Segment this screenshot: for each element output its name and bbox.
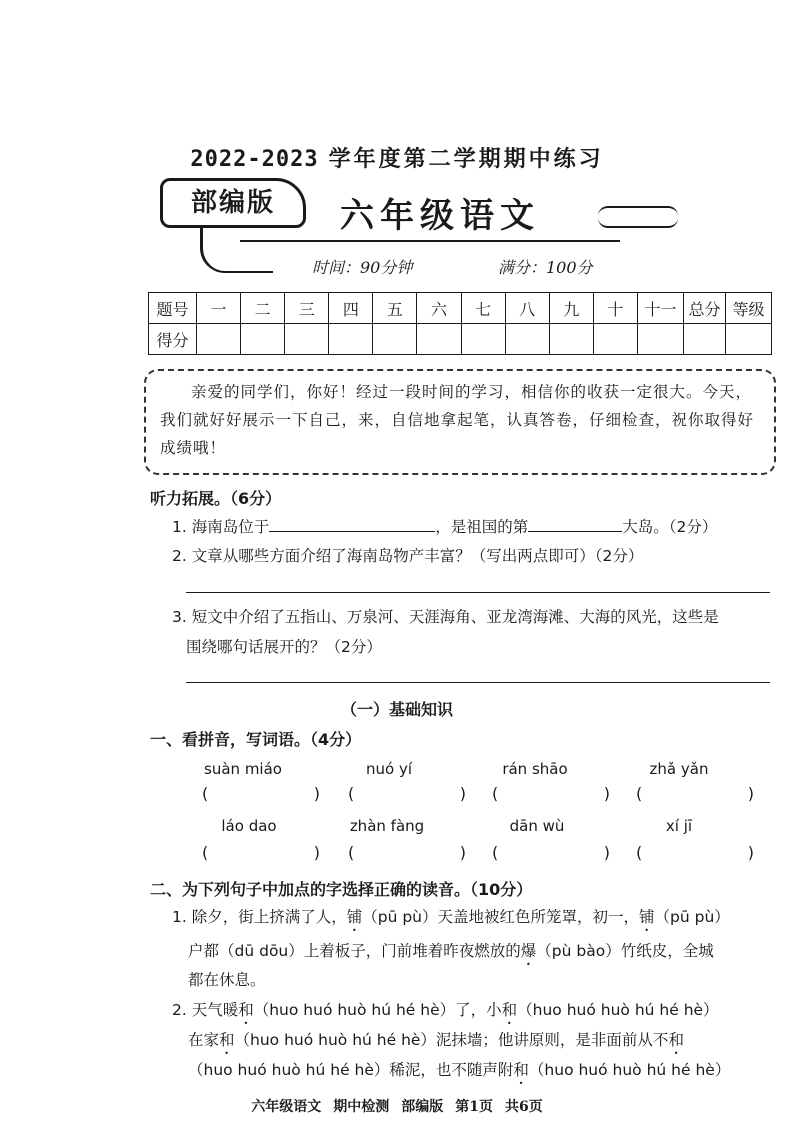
- listening-q1: [172, 515, 717, 538]
- score-table: [148, 292, 772, 355]
- pinyin-label: nuó yí: [365, 760, 412, 778]
- table-cell: 得分: [149, 324, 197, 355]
- paren-close: ): [313, 843, 320, 862]
- table-cell: 四: [329, 293, 373, 324]
- answer-parens[interactable]: [196, 784, 326, 803]
- dotted-char: 和: [238, 1001, 254, 1019]
- s2-q1-line3: 都在休息。: [188, 971, 266, 989]
- score-input-cell[interactable]: [684, 324, 726, 355]
- listening-heading: 听力拓展。（6分）: [150, 489, 282, 508]
- text: （huo huó huò hú hé hè）泥抹墙；他讲原则，是非面前从不: [234, 1031, 669, 1049]
- score-input-cell[interactable]: [373, 324, 417, 355]
- dotted-char: 铺: [346, 908, 363, 926]
- title-decoration: [598, 206, 678, 228]
- q1-text-c: 大岛。（2分）: [622, 518, 718, 536]
- paren-open: (: [492, 843, 499, 862]
- s2-q1-line1: [172, 903, 730, 935]
- score-input-cell[interactable]: [593, 324, 637, 355]
- text: 1. 除夕，街上挤满了人，: [172, 908, 347, 926]
- paren-close: ): [603, 843, 610, 862]
- table-row: [149, 293, 772, 324]
- answer-parens[interactable]: [630, 843, 760, 862]
- text: （huo huó huò hú hé hè）: [528, 1061, 731, 1079]
- paren-open: (: [636, 784, 643, 803]
- greeting-text: 亲爱的同学们，你好！经过一段时间的学习，相信你的收获一定很大。今天，我们就好好展示一下自己，来，自信地拿起笔，认真答卷，仔细检查，祝你取得好成绩哦！: [160, 383, 755, 457]
- paren-open: (: [202, 784, 209, 803]
- answer-line[interactable]: [186, 682, 770, 683]
- q1-text-b: ，是祖国的第: [435, 518, 529, 536]
- score-input-cell[interactable]: [417, 324, 461, 355]
- listening-q2: 2. 文章从哪些方面介绍了海南岛物产丰富？（写出两点即可）（2分）: [172, 547, 644, 565]
- table-cell: 九: [549, 293, 593, 324]
- answer-line[interactable]: [186, 592, 770, 593]
- listening-q3-line1: 3. 短文中介绍了五指山、万泉河、天涯海角、亚龙湾海滩、大海的风光，这些是: [172, 608, 719, 626]
- answer-parens[interactable]: [342, 843, 472, 862]
- score-input-cell[interactable]: [549, 324, 593, 355]
- pinyin-label: suàn miáo: [204, 760, 282, 778]
- table-row: [149, 324, 772, 355]
- footer-total: 共6页: [505, 1099, 543, 1115]
- title-underline: [240, 240, 620, 242]
- table-cell: 十: [593, 293, 637, 324]
- exam-year-term: [0, 142, 794, 173]
- dotted-char: 铺: [639, 908, 655, 926]
- paren-open: (: [636, 843, 643, 862]
- text: （huo huó huò hú hé hè）了，小: [253, 1001, 502, 1019]
- answer-parens[interactable]: [196, 843, 326, 862]
- paren-open: (: [348, 784, 355, 803]
- paren-close: ): [747, 784, 754, 803]
- answer-blank[interactable]: [269, 515, 435, 532]
- table-cell: 一: [197, 293, 241, 324]
- section1-heading: 一、看拼音，写词语。（4分）: [150, 730, 362, 749]
- school-year: 2022-2023: [190, 147, 319, 172]
- score-input-cell[interactable]: [726, 324, 772, 355]
- score-input-cell[interactable]: [329, 324, 373, 355]
- term-label: 学年度第二学期期中练习: [328, 146, 604, 172]
- exam-time: 时间：90分钟: [312, 258, 413, 277]
- footer-exam: 期中检测: [333, 1099, 390, 1115]
- score-input-cell[interactable]: [505, 324, 549, 355]
- table-cell: 二: [241, 293, 285, 324]
- s2-q1-line2: [188, 937, 714, 969]
- score-input-cell[interactable]: [461, 324, 505, 355]
- table-cell: 等级: [726, 293, 772, 324]
- paren-close: ): [313, 784, 320, 803]
- table-cell: 六: [417, 293, 461, 324]
- pinyin-label: dān wù: [509, 817, 565, 835]
- page-footer: [0, 1096, 794, 1116]
- s2-q2-line3: [188, 1056, 730, 1088]
- text: （pù bào）竹纸皮，全城: [536, 942, 714, 960]
- text: （huo huó huò hú hé hè）: [517, 1001, 719, 1019]
- text: （huo huó huò hú hé hè）稀泥，也不随声附: [188, 1061, 514, 1079]
- dotted-char: 和: [513, 1061, 529, 1079]
- text: 户都: [188, 942, 220, 960]
- paren-close: ): [459, 843, 466, 862]
- paren-close: ): [747, 843, 754, 862]
- footer-page: 第1页: [455, 1099, 493, 1115]
- text: 2. 天气暖: [172, 1001, 239, 1019]
- footer-edition: 部编版: [401, 1099, 444, 1115]
- paren-open: (: [202, 843, 209, 862]
- page-title: 六年级语文: [340, 196, 540, 236]
- paren-open: (: [348, 843, 355, 862]
- section2-heading: 二、为下列句子中加点的字选择正确的读音。（10分）: [150, 880, 533, 899]
- text: （pū pù）天盖地被红色所笼罩，初一，: [362, 908, 639, 926]
- s2-q2-line2: [188, 1026, 684, 1058]
- table-cell: 七: [461, 293, 505, 324]
- text: （dū dōu）上着板子，门前堆着昨夜燃放的: [219, 942, 521, 960]
- q1-text-a: 1. 海南岛位于: [172, 518, 270, 536]
- score-input-cell[interactable]: [241, 324, 285, 355]
- dotted-char: 爆: [520, 942, 537, 960]
- table-cell: 总分: [684, 293, 726, 324]
- footer-subject: 六年级语文: [251, 1099, 322, 1115]
- full-score: 满分：100分: [498, 258, 593, 277]
- dotted-char: 和: [668, 1031, 684, 1049]
- score-input-cell[interactable]: [197, 324, 241, 355]
- table-cell: 题号: [149, 293, 197, 324]
- paren-close: ): [603, 784, 610, 803]
- dotted-char: 和: [219, 1031, 235, 1049]
- pinyin-label: xí jī: [665, 817, 693, 835]
- paren-open: (: [492, 784, 499, 803]
- score-input-cell[interactable]: [285, 324, 329, 355]
- answer-blank[interactable]: [528, 515, 622, 532]
- answer-parens[interactable]: [342, 784, 472, 803]
- text: （pū pù）: [654, 908, 730, 926]
- table-cell: 五: [373, 293, 417, 324]
- pinyin-label: zhàn fàng: [349, 817, 425, 835]
- answer-parens[interactable]: [486, 784, 616, 803]
- listening-q3-line2: 围绕哪句话展开的？（2分）: [186, 638, 382, 656]
- answer-parens[interactable]: [630, 784, 760, 803]
- text: 在家: [188, 1031, 220, 1049]
- part1-heading: （一）基础知识: [340, 700, 453, 719]
- edition-badge: 部编版: [160, 178, 306, 228]
- dotted-char: 和: [501, 1001, 518, 1019]
- badge-decoration: [200, 226, 273, 273]
- table-cell: 十一: [638, 293, 684, 324]
- pinyin-label: rán shāo: [502, 760, 568, 778]
- pinyin-label: zhǎ yǎn: [649, 760, 709, 778]
- score-input-cell[interactable]: [638, 324, 684, 355]
- table-cell: 八: [505, 293, 549, 324]
- answer-parens[interactable]: [486, 843, 616, 862]
- s2-q2-line1: [172, 996, 719, 1028]
- table-cell: 三: [285, 293, 329, 324]
- paren-close: ): [459, 784, 466, 803]
- pinyin-label: láo dao: [221, 817, 277, 835]
